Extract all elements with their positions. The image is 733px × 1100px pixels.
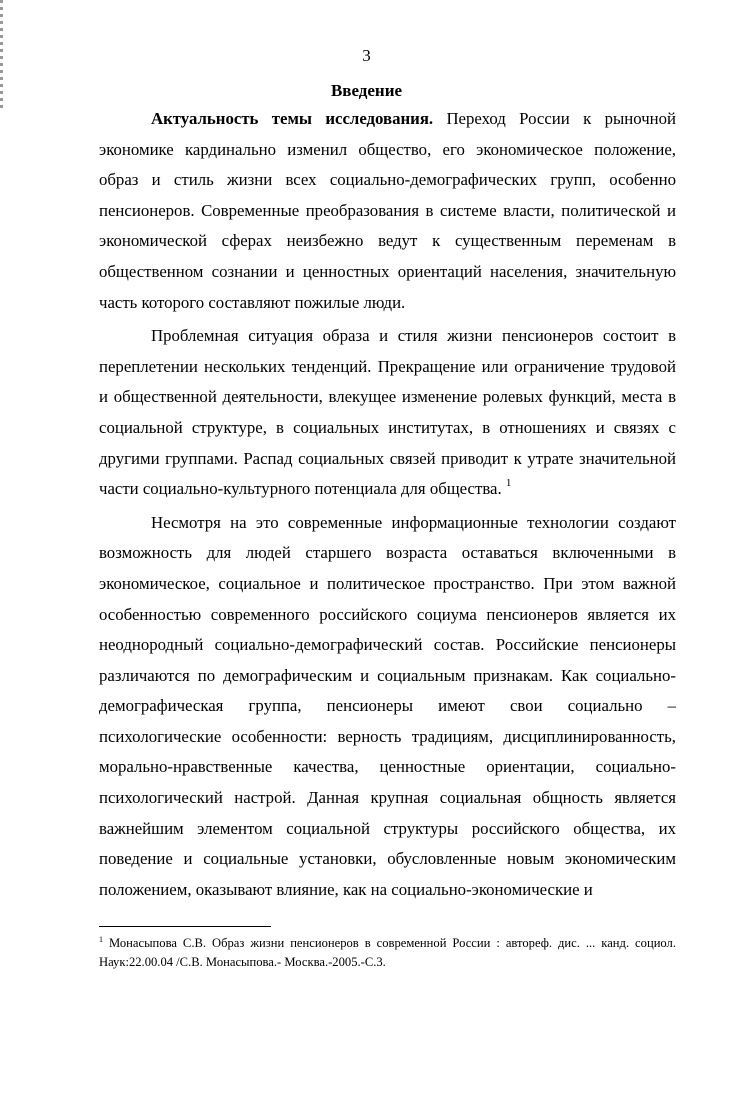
body-text bbox=[99, 104, 676, 908]
footnote bbox=[99, 934, 676, 972]
footnote-text: Монасыпова С.В. Образ жизни пенсионеров в современной России : автореф. дис. ... канд. социол. Наук:22.00.04 /С.В. Монасыпова.- Москва.-2005.-С.3. bbox=[99, 936, 676, 969]
footnote-separator bbox=[99, 926, 271, 927]
paragraph-text: Проблемная ситуация образа и стиля жизни пенсионеров состоит в переплетении нескольких тенденций. Прекращение или ограничение трудовой и общественной деятельности, влекущее изменение ролевых функций, места в социальной структуре, в социальных институтах, в отношениях и связях с другими группами. Распад социальных связей приводит к утрате значительной части социально-культурного потенциала для общества. bbox=[99, 326, 676, 499]
paragraph-text: Переход России к рыночной экономике кардинально изменил общество, его экономическое положение, образ и стиль жизни всех социально-демографических групп, особенно пенсионеров. Современные преобразования в системе власти, политической и экономической сферах неизбежно ведут к существенным переменам в общественном сознании и ценностных ориентаций населения, значительную часть которого составляют пожилые люди. bbox=[99, 109, 676, 312]
paragraph-text: Несмотря на это современные информационные технологии создают возможность для людей старшего возраста оставаться включенными в экономическое, социальное и политическое пространство. При этом важной особенностью современного российского социума пенсионеров является их неоднородный социально-демографический состав. Российские пенсионеры различаются по демографическим и социальным признакам. Как социально-демографическая группа, пенсионеры имеют свои социально – психологические особенности: верность традициям, дисциплинированность, морально-нравственные качества, ценностные ориентации, социально-психологический настрой. Данная крупная социальная общность является важнейшим элементом социальной структуры российского общества, их поведение и социальные установки, обусловленные новым экономическим положением, оказывают влияние, как на социально-экономические и bbox=[99, 512, 676, 899]
paragraph-lead: Актуальность темы исследования. bbox=[151, 109, 434, 128]
footnote-marker: 1 bbox=[99, 935, 103, 944]
footnote-reference[interactable]: 1 bbox=[505, 477, 512, 490]
paragraph-technologies bbox=[99, 508, 676, 906]
page-number: 3 bbox=[362, 46, 371, 65]
section-heading: Введение bbox=[330, 81, 403, 100]
paragraph-problem-situation bbox=[99, 321, 676, 505]
paragraph-relevance bbox=[99, 104, 676, 318]
